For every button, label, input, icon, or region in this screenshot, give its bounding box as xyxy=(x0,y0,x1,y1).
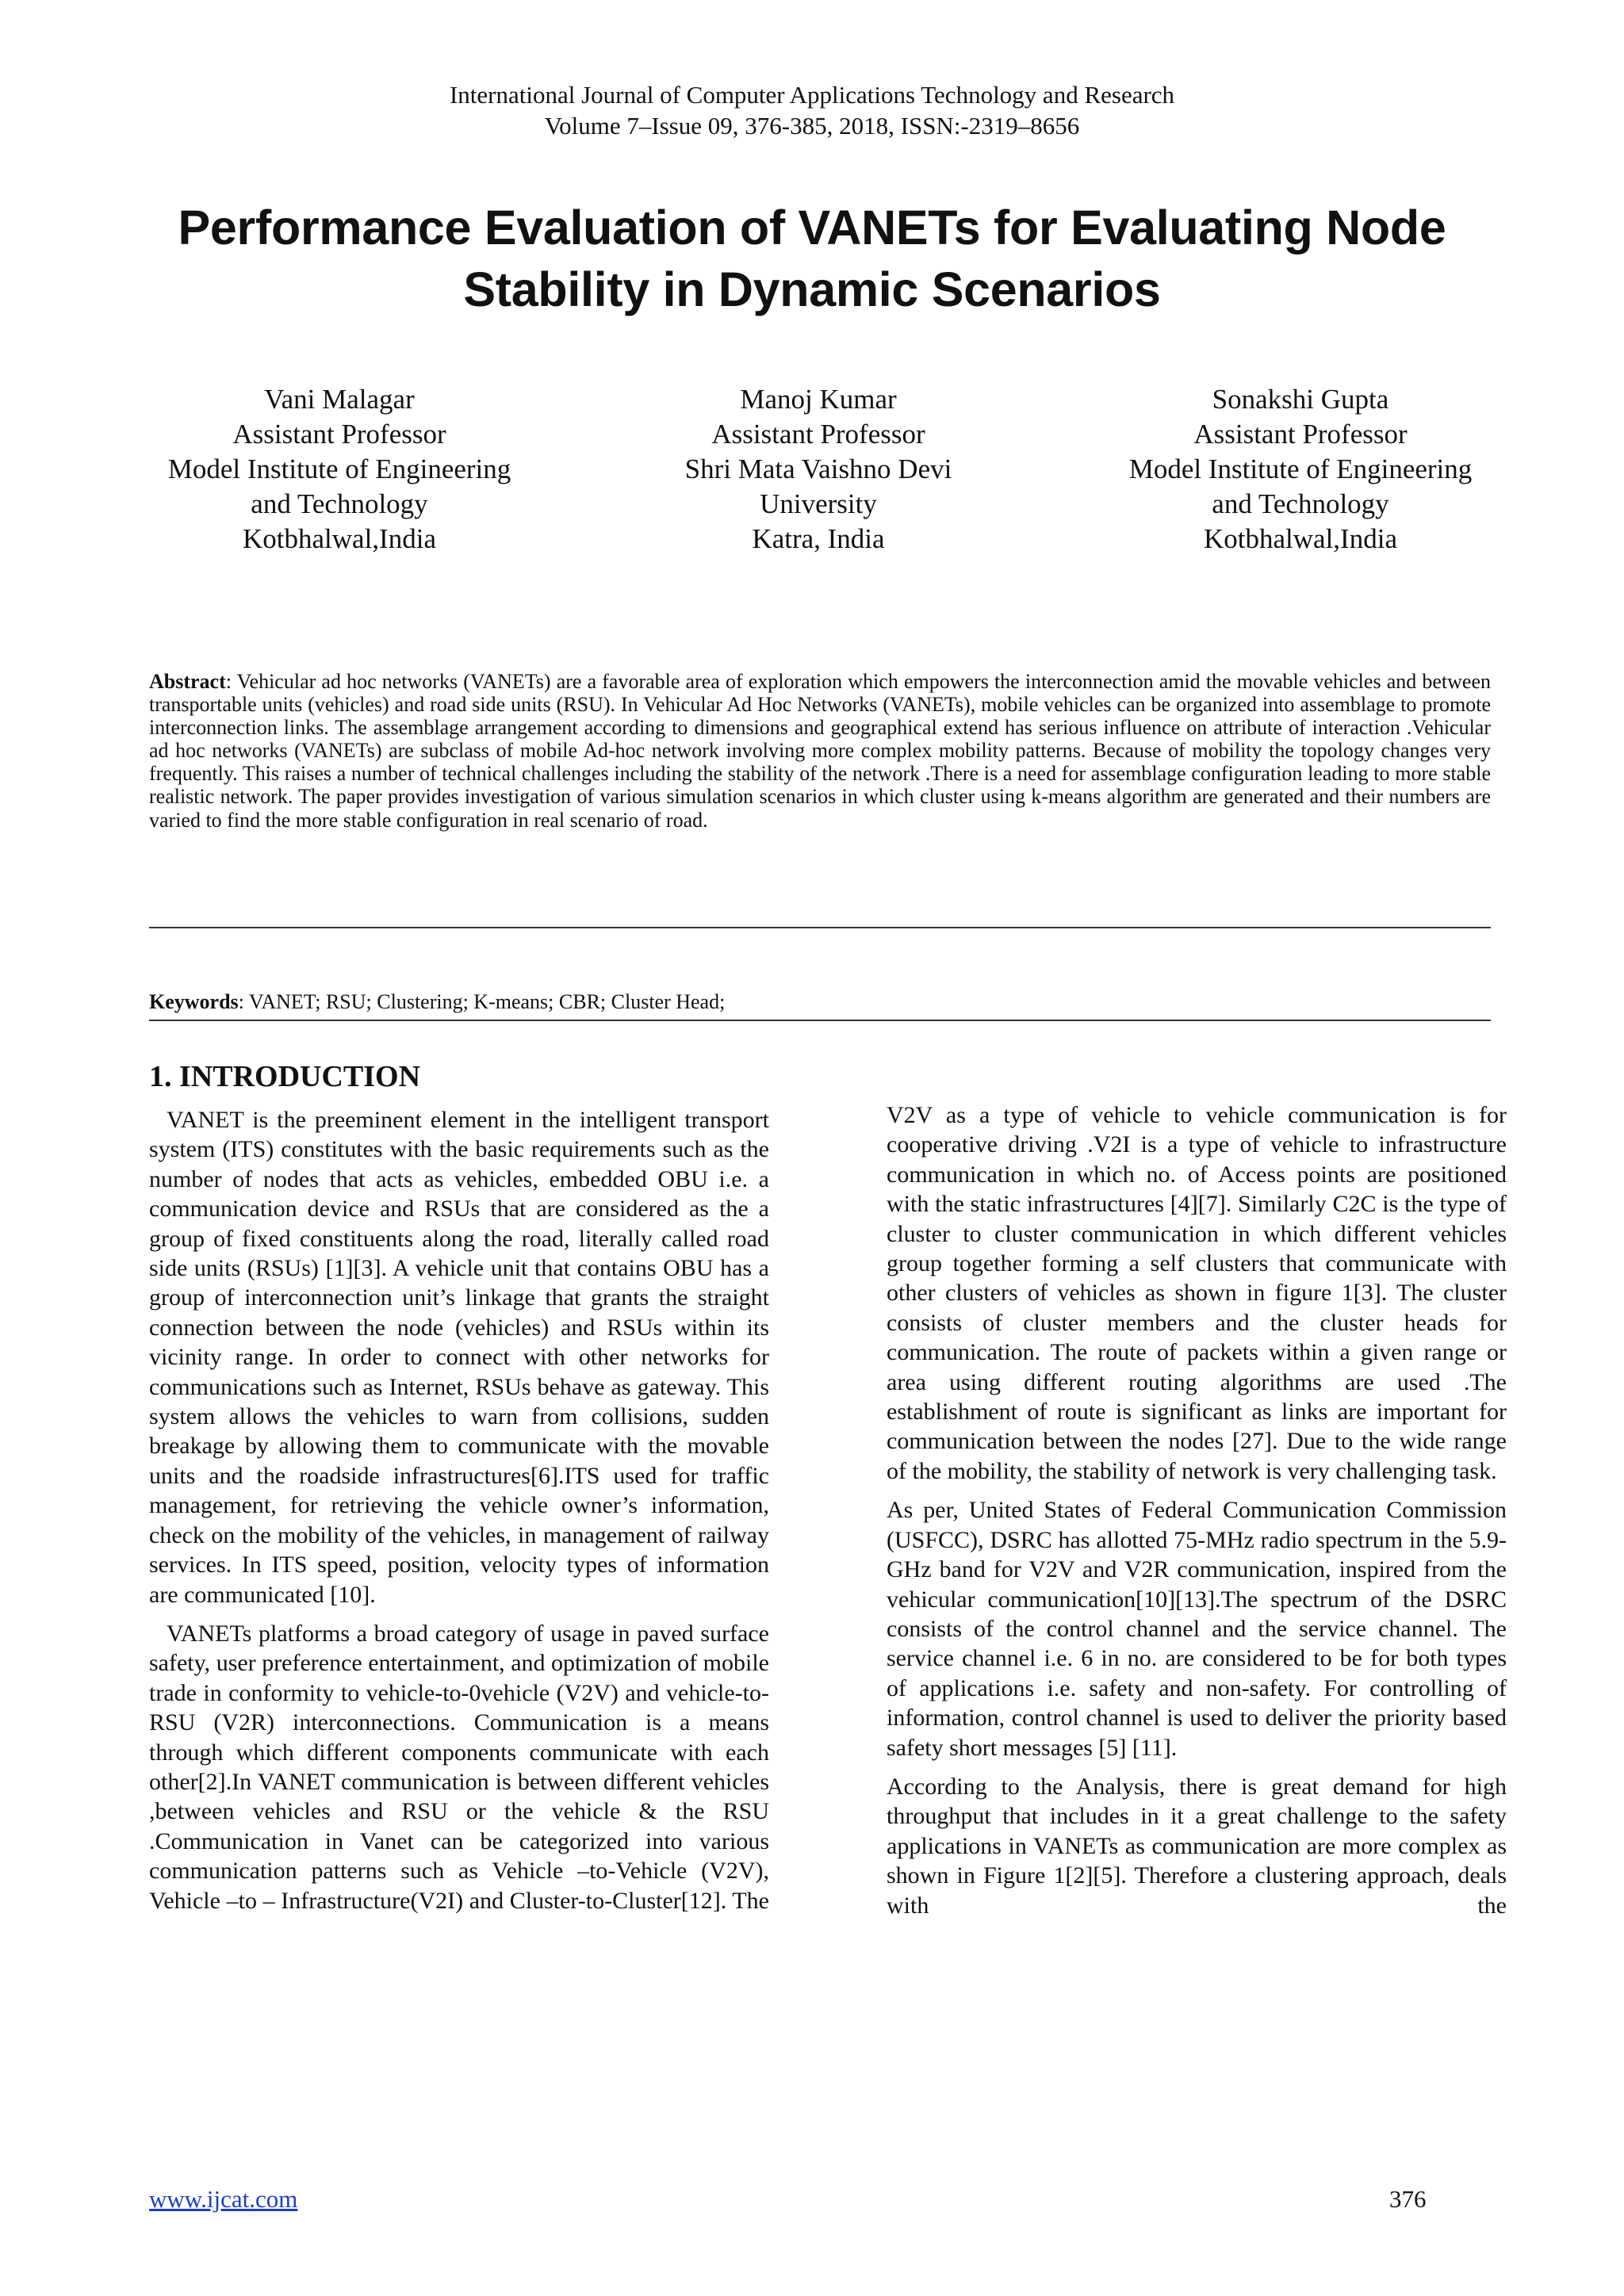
author-location: Kotbhalwal,India xyxy=(243,523,436,554)
section-heading: 1. INTRODUCTION xyxy=(149,1060,421,1093)
divider-rule xyxy=(149,1020,1491,1021)
right-column xyxy=(887,1100,1507,1920)
divider-rule xyxy=(149,927,1491,928)
author-affiliation: Shri Mata Vaishno Devi xyxy=(684,453,952,484)
author-block xyxy=(596,382,1040,557)
paragraph: VANET is the preeminent element in the intelligent transport system (ITS) constitutes with the basic requirements such as the number of nodes that acts as vehicles, embedded OBU i.e. a communication device and RSUs that are considered as the a group of fixed constituents along the road, literally called road side units (RSUs) [1][3]. A vehicle unit that contains OBU has a group of interconnection unit’s linkage that grants the straight connection between the node (vehicles) and RSUs within its vicinity range. In order to connect with other networks for communications such as Internet, RSUs behave as gateway. This system allows the vehicles to warn from collisions, sudden breakage by allowing them to communicate with the movable units and the roadside infrastructures[6].ITS used for traffic management, for retrieving the vehicle owner’s information, check on the mobility of the vehicles, in management of railway services. In ITS speed, position, velocity types of information are communicated [10]. xyxy=(149,1107,769,1608)
left-column xyxy=(149,1105,769,1915)
journal-volume: Volume 7–Issue 09, 376-385, 2018, ISSN:-2319–8656 xyxy=(544,112,1080,140)
keywords xyxy=(149,990,1491,1014)
author-location: Kotbhalwal,India xyxy=(1204,523,1397,554)
paragraph: As per, United States of Federal Communication Commission (USFCC), DSRC has allotted 75-MHz radio spectrum in the 5.9-GHz band for V2V and V2R communication, inspired from the vehicular communication[10][13].The spectrum of the DSRC consists of the control channel and the service channel. The service channel i.e. 6 in no. are considered to be for both types of applications i.e. safety and non-safety. For controlling of information, control channel is used to deliver the priority based safety short messages [5] [11]. xyxy=(887,1497,1507,1761)
author-name: Manoj Kumar xyxy=(740,384,897,415)
journal-name: International Journal of Computer Applications Technology and Research xyxy=(449,81,1175,109)
author-affiliation: Model Institute of Engineering xyxy=(167,453,511,484)
abstract-text: : Vehicular ad hoc networks (VANETs) are a favorable area of exploration which empowers the interconnection amid the movable vehicles and between transportable units (vehicles) and road side units (RSU). In Vehicular Ad Hoc Networks (VANETs), mobile vehicles can be organized into assemblage to promote interconnection links. The assemblage arrangement according to dimensions and geographical extend has serious influence on attribute of interaction .Vehicular ad hoc networks (VANETs) are subclass of mobile Ad-hoc network involving more complex mobility patterns. Because of mobility the topology changes very frequently. This raises a number of technical challenges including the stability of the network .There is a need for assemblage configuration leading to more stable realistic network. The paper provides investigation of various simulation scenarios in which cluster using k-means algorithm are generated and their numbers are varied to find the more stable configuration in real scenario of road. xyxy=(149,670,1491,832)
abstract-label: Abstract xyxy=(149,670,226,693)
author-affiliation-cont: and Technology xyxy=(251,488,428,519)
author-role: Assistant Professor xyxy=(711,419,925,450)
page-number: 376 xyxy=(1389,2185,1427,2213)
paragraph: According to the Analysis, there is great demand for high throughput that includes in it a great challenge to the safety applications in VANETs as communication are more complex as shown in Figure 1[2][5]. Therefore a clustering approach, deals with the xyxy=(887,1773,1507,1919)
keywords-label: Keywords xyxy=(149,990,239,1013)
author-role: Assistant Professor xyxy=(232,419,446,450)
journal-header xyxy=(0,79,1624,141)
journal-website-link[interactable]: www.ijcat.com xyxy=(149,2185,298,2213)
abstract xyxy=(149,670,1491,832)
paragraph: V2V as a type of vehicle to vehicle communication is for cooperative driving .V2I is a type of vehicle to infrastructure communication in which no. of Access points are positioned with the static infrastructures [4][7]. Similarly C2C is the type of cluster to cluster communication in which different vehicles group together forming a self clusters that communicate with other clusters of vehicles as shown in figure 1[3]. The cluster consists of cluster members and the cluster heads for communication. The route of packets within a given range or area using different routing algorithms are used .The establishment of route is significant as links are important for communication between the nodes [27]. Due to the wide range of the mobility, the stability of network is very challenging task. xyxy=(887,1102,1507,1484)
paper-title xyxy=(119,197,1505,320)
author-block xyxy=(117,382,561,557)
author-affiliation-cont: and Technology xyxy=(1212,488,1389,519)
author-location: Katra, India xyxy=(752,523,885,554)
author-name: Vani Malagar xyxy=(264,384,415,415)
paragraph: VANETs platforms a broad category of usage in paved surface safety, user preference entertainment, and optimization of mobile trade in conformity to vehicle-to-0vehicle (V2V) and vehicle-to-RSU (V2R) interconnections. Communication is a means through which different components communicate with each other[2].In VANET communication is between different vehicles ,between vehicles and RSU or the vehicle & the RSU .Communication in Vanet can be categorized into various communication patterns such as Vehicle –to-Vehicle (V2V), Vehicle –to – Infrastructure(V2I) and Cluster-to-Cluster[12]. The xyxy=(149,1620,769,1914)
title-line-1: Performance Evaluation of VANETs for Evaluating Node xyxy=(178,201,1446,254)
author-affiliation: Model Institute of Engineering xyxy=(1128,453,1473,484)
author-role: Assistant Professor xyxy=(1193,419,1408,450)
keywords-text: : VANET; RSU; Clustering; K-means; CBR; Cluster Head; xyxy=(238,990,726,1013)
author-affiliation-cont: University xyxy=(760,488,877,519)
author-name: Sonakshi Gupta xyxy=(1212,384,1389,415)
title-line-2: Stability in Dynamic Scenarios xyxy=(463,262,1161,316)
author-block xyxy=(1078,382,1522,557)
